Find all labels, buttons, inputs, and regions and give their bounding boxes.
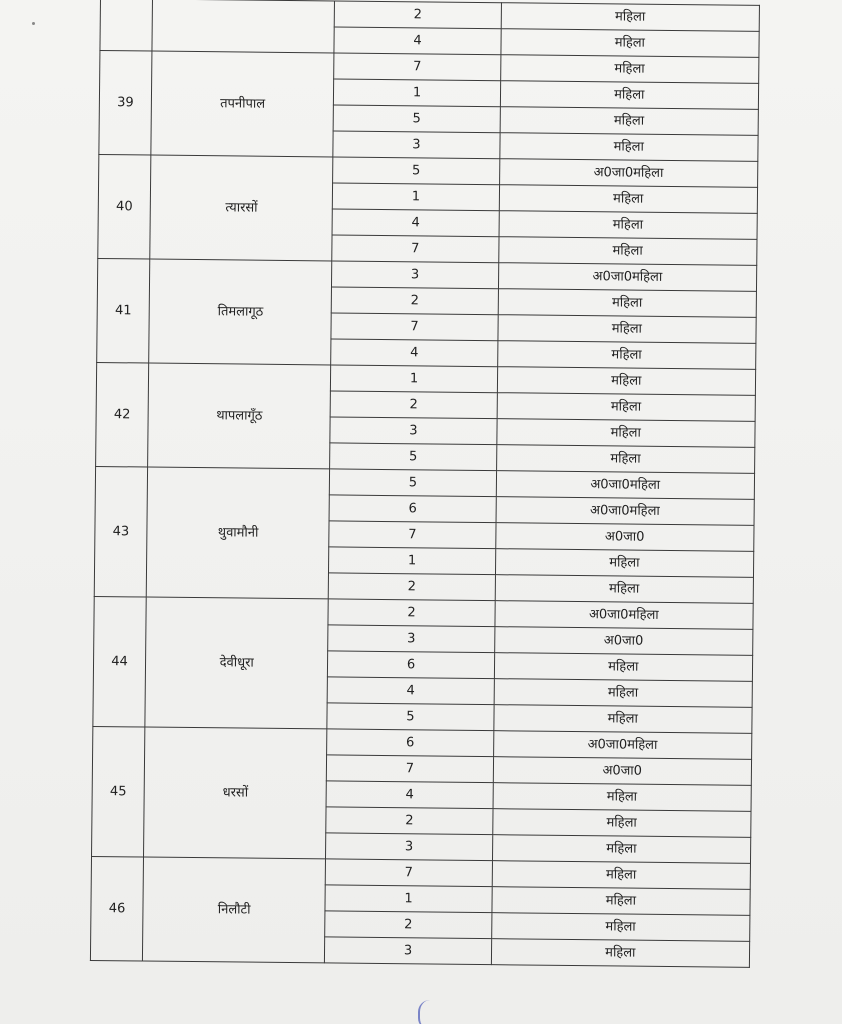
reservation-category-cell: महिला [501, 3, 760, 32]
ward-number-cell: 3 [332, 261, 499, 289]
ward-number-cell: 3 [326, 833, 493, 861]
reservation-category-cell: अ0जा0महिला [495, 601, 754, 630]
ward-number-cell: 2 [335, 1, 502, 29]
reservation-category-cell: अ0जा0 [495, 523, 754, 552]
reservation-table-body [90, 0, 759, 967]
ward-number-cell: 6 [327, 729, 494, 757]
ward-number-cell: 1 [329, 547, 496, 575]
gram-panchayat-name-cell: त्यारसों [150, 155, 333, 261]
signature-stroke [418, 1000, 442, 1024]
gram-panchayat-name-cell: देवीधूरा [145, 597, 329, 729]
reservation-category-cell: अ0जा0महिला [498, 263, 757, 292]
table-row [91, 856, 750, 889]
ward-number-cell: 2 [325, 911, 492, 939]
table-row [96, 362, 755, 395]
table-row [95, 466, 754, 499]
ward-number-cell: 6 [328, 651, 495, 679]
reservation-category-cell: अ0जा0 [493, 757, 752, 786]
ward-number-cell: 4 [326, 781, 493, 809]
ward-number-cell: 5 [333, 157, 500, 185]
reservation-category-cell: महिला [492, 861, 751, 890]
serial-number-cell: 46 [90, 856, 143, 961]
ward-number-cell: 4 [331, 339, 498, 367]
reservation-category-cell: महिला [496, 419, 755, 448]
serial-number-cell: 45 [92, 726, 145, 857]
reservation-category-cell: महिला [492, 835, 751, 864]
ward-number-cell: 2 [330, 391, 497, 419]
gram-panchayat-name-cell: तिमलागूठ [149, 259, 332, 365]
ward-number-cell: 7 [326, 859, 493, 887]
reservation-category-cell: महिला [501, 29, 760, 58]
reservation-table [90, 0, 760, 968]
reservation-category-cell: महिला [492, 887, 751, 916]
gram-panchayat-name-cell: तपनीपाल [151, 51, 334, 157]
reservation-category-cell: अ0जा0महिला [496, 471, 755, 500]
serial-number-cell: 39 [99, 51, 152, 156]
reservation-category-cell: महिला [500, 55, 759, 84]
ward-number-cell: 7 [329, 521, 496, 549]
reservation-category-cell: महिला [496, 445, 755, 474]
ward-number-cell: 3 [328, 625, 495, 653]
reservation-category-cell: महिला [500, 107, 759, 136]
serial-number-cell: 44 [93, 596, 146, 727]
scan-speck [32, 22, 35, 25]
gram-panchayat-name-cell: धरसों [144, 727, 328, 859]
reservation-category-cell: महिला [499, 133, 758, 162]
ward-number-cell: 6 [329, 495, 496, 523]
serial-number-cell [100, 0, 153, 51]
reservation-category-cell: महिला [494, 679, 753, 708]
ward-number-cell: 2 [326, 807, 493, 835]
reservation-category-cell: महिला [493, 705, 752, 734]
serial-number-cell: 42 [96, 362, 149, 467]
table-row [100, 51, 759, 84]
reservation-category-cell: महिला [498, 289, 757, 318]
ward-number-cell: 4 [332, 209, 499, 237]
reservation-category-cell: महिला [497, 367, 756, 396]
reservation-category-cell: महिला [494, 653, 753, 682]
gram-panchayat-name-cell: निलौटी [142, 857, 325, 963]
reservation-category-cell: महिला [498, 315, 757, 344]
gram-panchayat-name-cell: थुवामौनी [146, 467, 330, 599]
serial-number-cell: 40 [98, 154, 151, 259]
reservation-category-cell: महिला [495, 575, 754, 604]
ward-number-cell: 5 [330, 469, 497, 497]
reservation-category-cell: अ0जा0 [494, 627, 753, 656]
ward-number-cell: 7 [327, 755, 494, 783]
reservation-category-cell: महिला [493, 783, 752, 812]
table-row [97, 258, 756, 291]
ward-number-cell: 7 [331, 313, 498, 341]
reservation-category-cell: अ0जा0महिला [496, 497, 755, 526]
reservation-category-cell: महिला [500, 81, 759, 110]
reservation-category-cell: महिला [499, 185, 758, 214]
reservation-category-cell: अ0जा0महिला [499, 159, 758, 188]
ward-number-cell: 2 [329, 573, 496, 601]
serial-number-cell: 43 [94, 466, 147, 597]
ward-number-cell: 3 [325, 937, 492, 965]
table-row [100, 0, 759, 31]
ward-number-cell: 1 [325, 885, 492, 913]
reservation-category-cell: महिला [495, 549, 754, 578]
reservation-category-cell: महिला [491, 939, 750, 968]
reservation-category-cell: महिला [497, 393, 756, 422]
table-row [94, 596, 753, 629]
reservation-category-cell: अ0जा0महिला [493, 731, 752, 760]
reservation-category-cell: महिला [498, 237, 757, 266]
table-row [93, 726, 752, 759]
ward-number-cell: 2 [332, 287, 499, 315]
reservation-category-cell: महिला [492, 809, 751, 838]
gram-panchayat-name-cell [152, 0, 335, 53]
ward-number-cell: 2 [328, 599, 495, 627]
table-row [99, 154, 758, 187]
reservation-category-cell: महिला [499, 211, 758, 240]
ward-number-cell: 1 [333, 183, 500, 211]
ward-number-cell: 4 [334, 27, 501, 55]
serial-number-cell: 41 [97, 258, 150, 363]
ward-number-cell: 1 [331, 365, 498, 393]
reservation-category-cell: महिला [491, 913, 750, 942]
ward-number-cell: 4 [327, 677, 494, 705]
ward-number-cell: 3 [333, 131, 500, 159]
ward-number-cell: 5 [330, 443, 497, 471]
gram-panchayat-name-cell: थापलागूँठ [148, 363, 331, 469]
ward-number-cell: 5 [333, 105, 500, 133]
ward-number-cell: 3 [330, 417, 497, 445]
ward-number-cell: 1 [334, 79, 501, 107]
ward-number-cell: 5 [327, 703, 494, 731]
ward-number-cell: 7 [332, 235, 499, 263]
reservation-category-cell: महिला [497, 341, 756, 370]
ward-number-cell: 7 [334, 53, 501, 81]
